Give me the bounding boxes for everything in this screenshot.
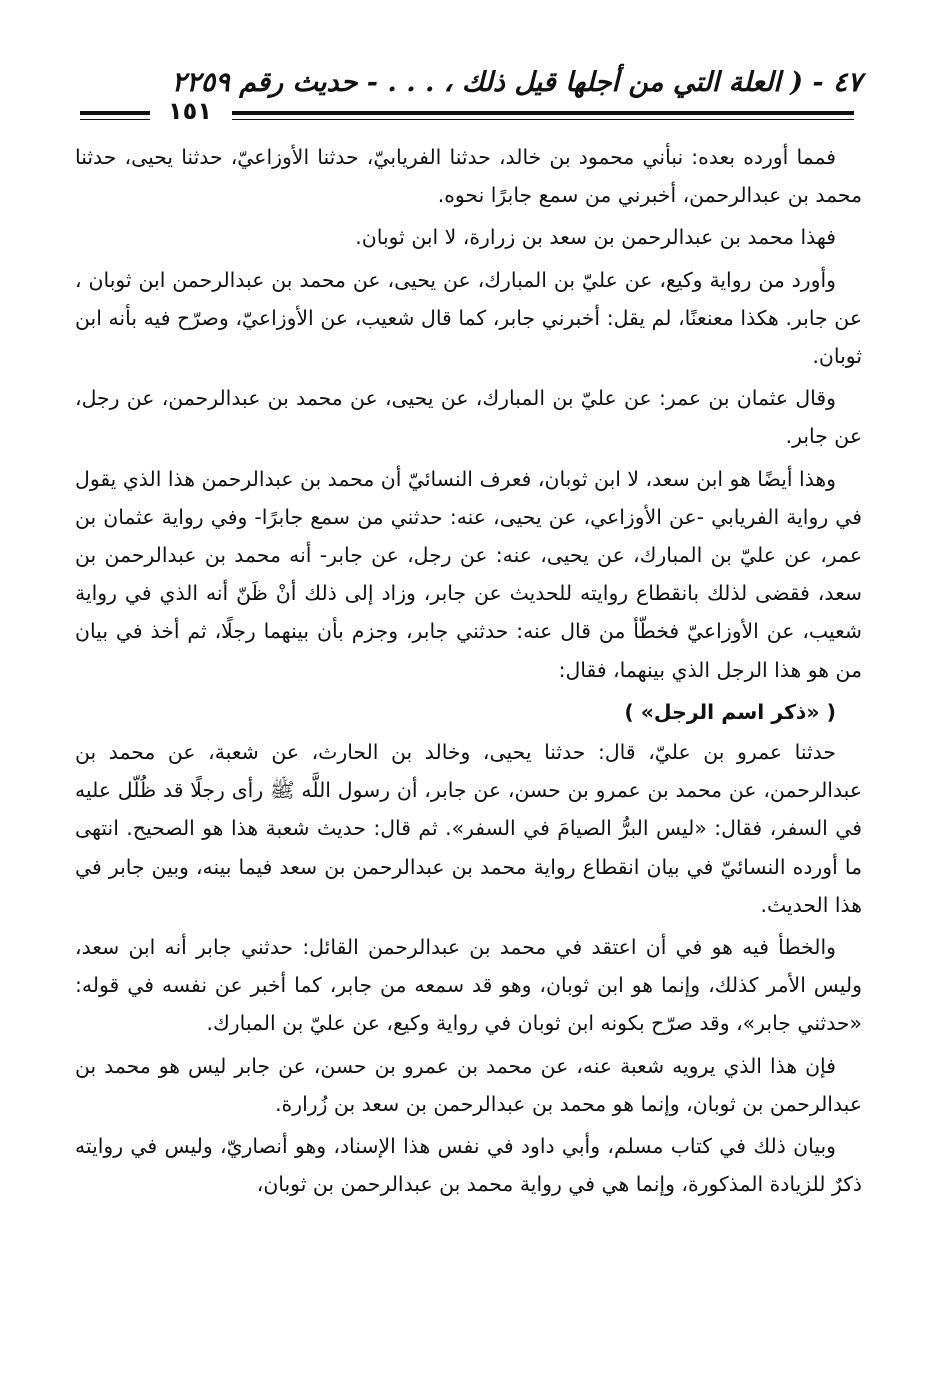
paragraph: حدثنا عمرو بن عليّ، قال: حدثنا يحيى، وخالد بن الحارث، عن شعبة، عن محمد بن عبدالرحمن، عن محمد بن عمرو بن حسن، عن جابر، أن رسول اللَّه ﷺ رأى رجلًا قد ظُلّل عليه في السفر، فقال: «ليس البرُّ الصيامَ في السفر». ثم قال: حديث شعبة هذا هو الصحيح. انتهى ما أورده النسائيّ في بيان انقطاع رواية محمد بن عبدالرحمن بن سعد فيما بينه، وبين جابر في هذا الحديث. xyxy=(75,740,862,917)
paragraph: وبيان ذلك في كتاب مسلم، وأبي داود في نفس هذا الإسناد، وهو أنصاريّ، وليس في روايته ذكرٌ للزيادة المذكورة، وإنما هي في رواية محمد بن عبدالرحمن بن ثوبان، xyxy=(75,1134,862,1197)
paragraph: وقال عثمان بن عمر: عن عليّ بن المبارك، عن يحيى، عن محمد بن عبدالرحمن، عن رجل، عن جابر. xyxy=(75,386,862,449)
header-rule xyxy=(232,111,854,115)
header-rule-left-thin xyxy=(80,119,150,120)
header-title: ٤٧ - ( العلة التي من أجلها قيل ذلك ، . . . - حديث رقم ٢٢٥٩ xyxy=(171,66,862,98)
section-heading: ( «ذكر اسم الرجل» ) xyxy=(624,699,836,724)
paragraph: والخطأ فيه هو في أن اعتقد في محمد بن عبدالرحمن القائل: حدثني جابر أنه ابن سعد، وليس الأمر كذلك، وإنما هو ابن ثوبان، وهو قد سمعه من جابر، كما أخبر عن نفسه في قوله: «حدثني جابر»، وقد صرّح بكونه ابن ثوبان في رواية وكيع، عن عليّ بن المبارك. xyxy=(75,935,862,1036)
page-number: ١٥١ xyxy=(168,97,212,125)
paragraph: فمما أورده بعده: نبأني محمود بن خالد، حدثنا الفريابيّ، حدثنا الأوزاعيّ، حدثنا يحيى، حدثنا محمد بن عبدالرحمن، أخبرني من سمع جابرًا نحوه. xyxy=(75,145,862,208)
paragraph: فهذا محمد بن عبدالرحمن بن سعد بن زرارة، لا ابن ثوبان. xyxy=(355,225,836,250)
paragraph: فإن هذا الذي يرويه شعبة عنه، عن محمد بن عمرو بن حسن، عن جابر ليس هو محمد بن عبدالرحمن بن ثوبان، وإنما هو محمد بن عبدالرحمن بن سعد بن زُرارة. xyxy=(75,1053,862,1116)
page-body xyxy=(75,138,862,1353)
paragraph: وأورد من رواية وكيع، عن عليّ بن المبارك، عن يحيى، عن محمد بن عبدالرحمن ابن ثوبان ، عن جابر. هكذا معنعنًا، لم يقل: أخبرني جابر، كما قال شعيب، عن الأوزاعيّ، وصرّح فيه بأنه ابن ثوبان. xyxy=(75,267,862,369)
header-rule-thin xyxy=(232,119,854,120)
header-rule-left xyxy=(80,111,150,115)
running-header xyxy=(150,62,862,102)
paragraph: وهذا أيضًا هو ابن سعد، لا ابن ثوبان، فعرف النسائيّ أن محمد بن عبدالرحمن هذا الذي يقول في رواية الفريابي -عن الأوزاعي، عن يحيى، عنه: حدثني من سمع جابرًا- وفي رواية عثمان بن عمر، عن عليّ بن المبارك، عن يحيى، عنه: عن رجل، عن جابر- أنه محمد بن عبدالرحمن بن سعد، فقضى لذلك بانقطاع روايته للحديث عن جابر، وزاد إلى ذلك أنْ ظَنّ أنه الذي في رواية شعيب، عن الأوزاعيّ فخطّأ من قال عنه: حدثني جابر، وجزم بأن بينهما رجلًا، ثم أخذ في بيان من هو هذا الرجل الذي بينهما، فقال: xyxy=(75,466,862,682)
